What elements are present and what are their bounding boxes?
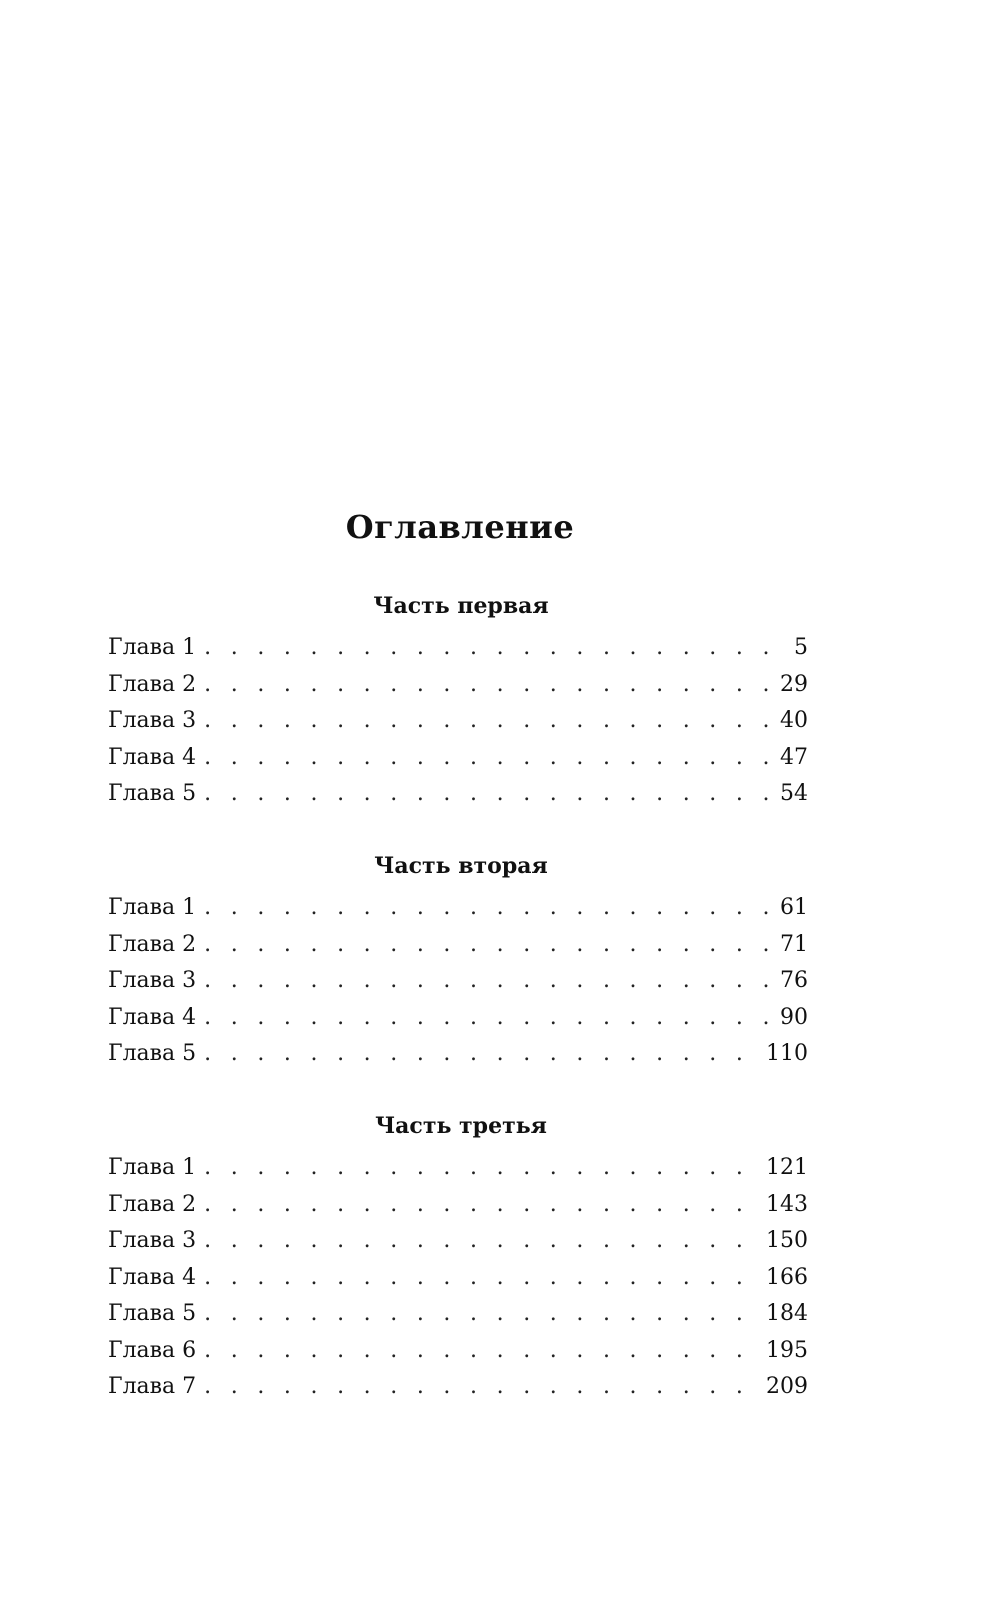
dot-leader: [204, 1369, 758, 1406]
toc-entry[interactable]: [108, 1296, 808, 1333]
toc-entry[interactable]: [108, 740, 808, 777]
page-number: 166: [766, 1264, 808, 1290]
toc-entry[interactable]: [108, 703, 808, 740]
chapter-label: Глава 5: [108, 1301, 197, 1326]
toc-entry[interactable]: [108, 1187, 808, 1224]
toc-entry[interactable]: [108, 1000, 808, 1037]
chapter-label: Глава 3: [108, 1228, 197, 1253]
page-number: 150: [766, 1228, 808, 1253]
dot-leader: [204, 890, 772, 927]
page-number: 5: [794, 635, 808, 660]
chapter-label: Глава 5: [108, 1041, 197, 1066]
toc-entry[interactable]: [108, 963, 808, 1000]
dot-leader: [204, 1036, 758, 1073]
page-title: Оглавление: [345, 508, 575, 546]
part-3-chapter-list: [108, 1150, 808, 1406]
page-number: 121: [766, 1155, 808, 1180]
page-number: 40: [780, 708, 808, 733]
chapter-label: Глава 1: [108, 895, 197, 920]
page-number: 54: [780, 781, 808, 806]
dot-leader: [204, 667, 772, 704]
chapter-label: Глава 1: [108, 1155, 197, 1180]
page-number: 110: [766, 1041, 808, 1066]
page-number: 61: [780, 895, 808, 920]
chapter-label: Глава 4: [108, 1004, 197, 1030]
part-2-heading: Часть вторая: [374, 853, 548, 879]
toc-entry[interactable]: [108, 1260, 808, 1297]
page-number: 29: [780, 671, 808, 697]
chapter-label: Глава 4: [108, 744, 197, 770]
toc-entry[interactable]: [108, 630, 808, 667]
page-number: 195: [766, 1337, 808, 1363]
chapter-label: Глава 6: [108, 1337, 197, 1363]
part-2: [108, 846, 808, 1073]
chapter-label: Глава 3: [108, 708, 197, 733]
part-3: [108, 1106, 808, 1406]
dot-leader: [204, 740, 772, 777]
dot-leader: [204, 1260, 758, 1297]
part-3-heading: Часть третья: [375, 1113, 547, 1139]
page-number: 71: [780, 931, 808, 957]
page-number: 143: [766, 1191, 808, 1217]
page-number: 184: [766, 1301, 808, 1326]
dot-leader: [204, 1150, 758, 1187]
chapter-label: Глава 7: [108, 1374, 197, 1399]
chapter-label: Глава 5: [108, 781, 197, 806]
chapter-label: Глава 2: [108, 931, 197, 957]
dot-leader: [204, 1296, 758, 1333]
dot-leader: [204, 1223, 758, 1260]
toc-entry[interactable]: [108, 1223, 808, 1260]
chapter-label: Глава 2: [108, 671, 197, 697]
part-1-heading: Часть первая: [373, 593, 549, 619]
toc-entry[interactable]: [108, 890, 808, 927]
dot-leader: [204, 630, 786, 667]
dot-leader: [204, 1187, 758, 1224]
toc-entry[interactable]: [108, 667, 808, 704]
dot-leader: [204, 703, 772, 740]
toc-entry[interactable]: [108, 927, 808, 964]
chapter-label: Глава 4: [108, 1264, 197, 1290]
chapter-label: Глава 2: [108, 1191, 197, 1217]
page-number: 76: [780, 968, 808, 993]
part-1: [108, 586, 808, 813]
toc-entry[interactable]: [108, 1036, 808, 1073]
page-number: 47: [780, 744, 808, 770]
toc-entry[interactable]: [108, 1333, 808, 1370]
part-1-chapter-list: [108, 630, 808, 813]
page-number: 209: [766, 1374, 808, 1399]
toc-entry[interactable]: [108, 776, 808, 813]
part-2-chapter-list: [108, 890, 808, 1073]
toc-entry[interactable]: [108, 1369, 808, 1406]
page-number: 90: [780, 1004, 808, 1030]
dot-leader: [204, 1000, 772, 1037]
chapter-label: Глава 1: [108, 635, 197, 660]
dot-leader: [204, 1333, 758, 1370]
toc-entry[interactable]: [108, 1150, 808, 1187]
dot-leader: [204, 776, 772, 813]
chapter-label: Глава 3: [108, 968, 197, 993]
dot-leader: [204, 927, 772, 964]
dot-leader: [204, 963, 772, 1000]
